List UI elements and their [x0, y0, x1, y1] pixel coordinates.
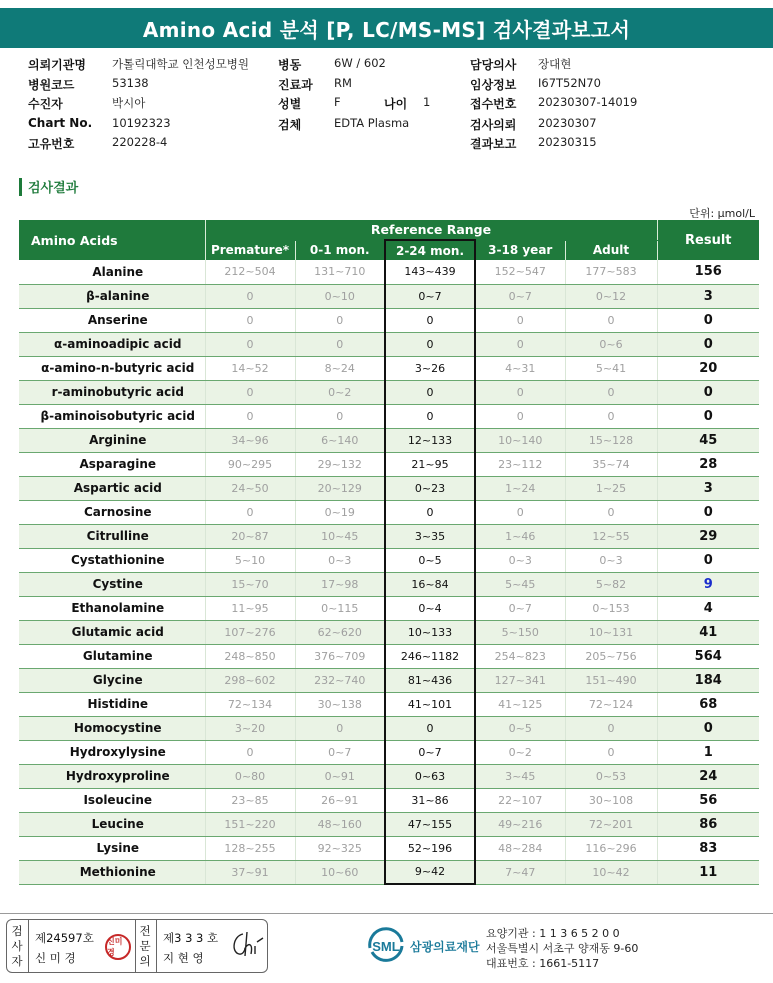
ref-2-24-mon: 16~84 — [385, 572, 475, 596]
ref-premature: 298~602 — [205, 668, 295, 692]
org-logo-text: SML — [372, 939, 400, 954]
section-heading — [19, 177, 78, 196]
ref-0-1-mon: 26~91 — [295, 788, 385, 812]
ref-adult: 0 — [565, 740, 657, 764]
ref-adult: 0~6 — [565, 332, 657, 356]
result-value: 3 — [657, 284, 759, 308]
col-header-0-1-mon: 0-1 mon. — [295, 240, 385, 260]
ref-premature: 5~10 — [205, 548, 295, 572]
table-row — [19, 620, 759, 644]
amino-acid-name: α-amino-n-butyric acid — [19, 356, 205, 380]
ref-premature: 15~70 — [205, 572, 295, 596]
ref-premature: 23~85 — [205, 788, 295, 812]
ref-3-18-year: 127~341 — [475, 668, 565, 692]
amino-acid-name: Hydroxylysine — [19, 740, 205, 764]
ref-2-24-mon: 0~7 — [385, 284, 475, 308]
ref-premature: 72~134 — [205, 692, 295, 716]
result-value: 4 — [657, 596, 759, 620]
ref-2-24-mon: 41~101 — [385, 692, 475, 716]
amino-acid-name: Anserine — [19, 308, 205, 332]
ref-2-24-mon: 0 — [385, 332, 475, 356]
amino-acid-name: β-aminoisobutyric acid — [19, 404, 205, 428]
ref-3-18-year: 0 — [475, 380, 565, 404]
ref-premature: 248~850 — [205, 644, 295, 668]
ref-3-18-year: 41~125 — [475, 692, 565, 716]
table-row — [19, 788, 759, 812]
tester-label: 검사자 — [11, 924, 23, 968]
ref-3-18-year: 0~7 — [475, 596, 565, 620]
col-header-adult: Adult — [565, 240, 657, 260]
ref-2-24-mon: 10~133 — [385, 620, 475, 644]
col-header-reference-range: Reference Range — [205, 220, 657, 240]
result-value: 56 — [657, 788, 759, 812]
ref-3-18-year: 0~7 — [475, 284, 565, 308]
clinical-label: 임상정보 — [470, 77, 517, 92]
ref-3-18-year: 0 — [475, 500, 565, 524]
table-row — [19, 500, 759, 524]
ward-value: 6W / 602 — [334, 56, 386, 70]
result-value: 0 — [657, 332, 759, 356]
ref-3-18-year: 23~112 — [475, 452, 565, 476]
org-address: 서울특별시 서초구 양재동 9-60 — [486, 942, 639, 955]
ref-2-24-mon: 31~86 — [385, 788, 475, 812]
amino-acid-name: Glutamic acid — [19, 620, 205, 644]
ref-adult: 5~82 — [565, 572, 657, 596]
amino-acid-name: Cystathionine — [19, 548, 205, 572]
hospital-code-value: 53138 — [112, 75, 149, 90]
amino-acid-name: β-alanine — [19, 284, 205, 308]
age-label: 나이 — [384, 97, 408, 111]
amino-acid-name: Citrulline — [19, 524, 205, 548]
ref-premature: 90~295 — [205, 452, 295, 476]
ref-premature: 0 — [205, 284, 295, 308]
ref-0-1-mon: 6~140 — [295, 428, 385, 452]
table-row — [19, 692, 759, 716]
amino-acid-name: Leucine — [19, 812, 205, 836]
table-row — [19, 668, 759, 692]
ref-2-24-mon: 0 — [385, 404, 475, 428]
ref-2-24-mon: 0~23 — [385, 476, 475, 500]
amino-acid-name: Glycine — [19, 668, 205, 692]
ref-2-24-mon: 52~196 — [385, 836, 475, 860]
sml-logo-icon — [366, 926, 406, 966]
footer-divider — [0, 913, 773, 914]
ref-0-1-mon: 92~325 — [295, 836, 385, 860]
signature-box — [6, 919, 268, 973]
amino-acid-name: Alanine — [19, 260, 205, 284]
amino-acid-name: Glutamine — [19, 644, 205, 668]
result-value: 83 — [657, 836, 759, 860]
ref-0-1-mon: 0~115 — [295, 596, 385, 620]
specialist-label: 전문의 — [139, 924, 151, 968]
ref-0-1-mon: 0~7 — [295, 740, 385, 764]
result-value: 0 — [657, 308, 759, 332]
ref-2-24-mon: 12~133 — [385, 428, 475, 452]
patient-name-label: 수진자 — [28, 97, 63, 111]
ref-2-24-mon: 21~95 — [385, 452, 475, 476]
divider — [135, 920, 136, 972]
ref-premature: 107~276 — [205, 620, 295, 644]
ref-adult: 0~12 — [565, 284, 657, 308]
ward-label: 병동 — [278, 58, 302, 72]
table-row — [19, 404, 759, 428]
ref-3-18-year: 5~150 — [475, 620, 565, 644]
ref-adult: 0~153 — [565, 596, 657, 620]
chart-value: 10192323 — [112, 115, 171, 130]
result-value: 45 — [657, 428, 759, 452]
amino-acid-name: Hydroxyproline — [19, 764, 205, 788]
ref-0-1-mon: 376~709 — [295, 644, 385, 668]
section-title: 검사결과 — [28, 181, 79, 196]
table-row — [19, 764, 759, 788]
ref-3-18-year: 49~216 — [475, 812, 565, 836]
ref-premature: 11~95 — [205, 596, 295, 620]
ref-3-18-year: 254~823 — [475, 644, 565, 668]
ref-premature: 0 — [205, 404, 295, 428]
department-label: 진료과 — [278, 77, 313, 92]
ref-adult: 0 — [565, 308, 657, 332]
ref-adult: 0 — [565, 380, 657, 404]
ref-0-1-mon: 30~138 — [295, 692, 385, 716]
ref-adult: 72~124 — [565, 692, 657, 716]
section-marker — [19, 178, 22, 196]
ref-0-1-mon: 20~129 — [295, 476, 385, 500]
sex-label: 성별 — [278, 97, 302, 111]
ref-premature: 24~50 — [205, 476, 295, 500]
table-row — [19, 644, 759, 668]
tester-license: 제24597호 — [35, 931, 94, 945]
specialist-license: 제3 3 3 호 — [163, 931, 219, 945]
ref-0-1-mon: 48~160 — [295, 812, 385, 836]
table-row — [19, 476, 759, 500]
table-row — [19, 260, 759, 284]
ref-0-1-mon: 0~2 — [295, 380, 385, 404]
ref-adult: 5~41 — [565, 356, 657, 380]
ref-0-1-mon: 0~3 — [295, 548, 385, 572]
receipt-label: 접수번호 — [470, 97, 517, 111]
unique-value: 220228-4 — [112, 135, 168, 149]
report-date-value: 20230315 — [538, 135, 597, 149]
ref-adult: 151~490 — [565, 668, 657, 692]
request-value: 20230307 — [538, 115, 597, 130]
ref-0-1-mon: 0~91 — [295, 764, 385, 788]
tester-name: 신 미 경 — [35, 951, 76, 965]
ref-2-24-mon: 0~5 — [385, 548, 475, 572]
age-value: 1 — [423, 95, 431, 109]
receipt-value: 20230307-14019 — [538, 95, 638, 109]
amino-acid-name: Arginine — [19, 428, 205, 452]
org-name: 삼광의료재단 — [410, 939, 480, 954]
ref-adult: 10~131 — [565, 620, 657, 644]
amino-acid-name: Cystine — [19, 572, 205, 596]
ref-3-18-year: 0 — [475, 332, 565, 356]
amino-acid-name: Aspartic acid — [19, 476, 205, 500]
ref-premature: 3~20 — [205, 716, 295, 740]
specimen-value: EDTA Plasma — [334, 115, 410, 130]
ref-3-18-year: 1~46 — [475, 524, 565, 548]
report-date-label: 결과보고 — [470, 137, 517, 151]
ref-premature: 128~255 — [205, 836, 295, 860]
result-value: 0 — [657, 548, 759, 572]
institution-value: 가톨릭대학교 인천성모병원 — [112, 57, 249, 71]
report-title: Amino Acid 분석 [P, LC/MS-MS] 검사결과보고서 — [0, 8, 773, 48]
ref-2-24-mon: 0~4 — [385, 596, 475, 620]
ref-premature: 0 — [205, 740, 295, 764]
ref-3-18-year: 0 — [475, 404, 565, 428]
result-value: 1 — [657, 740, 759, 764]
institution-label: 의뢰기관명 — [28, 58, 86, 72]
org-logo — [366, 926, 480, 966]
table-row — [19, 812, 759, 836]
ref-2-24-mon: 0 — [385, 308, 475, 332]
result-value: 0 — [657, 500, 759, 524]
table-row — [19, 356, 759, 380]
col-header-amino-acids: Amino Acids — [19, 220, 205, 260]
ref-adult: 0~3 — [565, 548, 657, 572]
ref-3-18-year: 22~107 — [475, 788, 565, 812]
amino-acid-name: Carnosine — [19, 500, 205, 524]
ref-premature: 0 — [205, 500, 295, 524]
table-row — [19, 716, 759, 740]
ref-0-1-mon: 0~19 — [295, 500, 385, 524]
ref-0-1-mon: 10~45 — [295, 524, 385, 548]
result-value: 0 — [657, 716, 759, 740]
ref-2-24-mon: 0~63 — [385, 764, 475, 788]
result-value: 156 — [657, 260, 759, 284]
ref-premature: 212~504 — [205, 260, 295, 284]
ref-2-24-mon: 47~155 — [385, 812, 475, 836]
sex-value: F — [334, 95, 341, 109]
result-value: 564 — [657, 644, 759, 668]
table-row — [19, 740, 759, 764]
ref-0-1-mon: 131~710 — [295, 260, 385, 284]
ref-2-24-mon: 3~26 — [385, 356, 475, 380]
result-value: 20 — [657, 356, 759, 380]
ref-adult: 12~55 — [565, 524, 657, 548]
request-label: 검사의뢰 — [470, 117, 517, 132]
ref-3-18-year: 0~5 — [475, 716, 565, 740]
ref-3-18-year: 7~47 — [475, 860, 565, 884]
col-header-result: Result — [657, 220, 759, 260]
ref-adult: 0 — [565, 404, 657, 428]
org-phone: 대표번호 : 1661-5117 — [486, 957, 600, 970]
result-value: 0 — [657, 380, 759, 404]
table-row — [19, 332, 759, 356]
table-row — [19, 284, 759, 308]
table-row — [19, 524, 759, 548]
ref-3-18-year: 0~2 — [475, 740, 565, 764]
result-value: 3 — [657, 476, 759, 500]
result-value: 86 — [657, 812, 759, 836]
col-header-2-24-mon: 2-24 mon. — [385, 240, 475, 260]
amino-acid-name: r-aminobutyric acid — [19, 380, 205, 404]
ref-2-24-mon: 0~7 — [385, 740, 475, 764]
ref-3-18-year: 152~547 — [475, 260, 565, 284]
ref-3-18-year: 0~3 — [475, 548, 565, 572]
ref-premature: 34~96 — [205, 428, 295, 452]
table-row — [19, 548, 759, 572]
ref-0-1-mon: 8~24 — [295, 356, 385, 380]
ref-premature: 0 — [205, 380, 295, 404]
ref-premature: 20~87 — [205, 524, 295, 548]
ref-adult: 116~296 — [565, 836, 657, 860]
patient-info — [28, 56, 748, 155]
ref-0-1-mon: 29~132 — [295, 452, 385, 476]
ref-0-1-mon: 0 — [295, 716, 385, 740]
table-row — [19, 380, 759, 404]
unique-label: 고유번호 — [28, 137, 75, 151]
ref-3-18-year: 10~140 — [475, 428, 565, 452]
ref-2-24-mon: 0 — [385, 716, 475, 740]
ref-adult: 10~42 — [565, 860, 657, 884]
table-row — [19, 452, 759, 476]
ref-3-18-year: 4~31 — [475, 356, 565, 380]
patient-name-value: 박시아 — [112, 96, 146, 110]
specialist-name: 지 현 영 — [163, 951, 204, 965]
table-row — [19, 428, 759, 452]
ref-premature: 0 — [205, 332, 295, 356]
table-row — [19, 596, 759, 620]
ref-3-18-year: 1~24 — [475, 476, 565, 500]
divider — [28, 920, 29, 972]
ref-adult: 0 — [565, 500, 657, 524]
table-row — [19, 860, 759, 884]
ref-2-24-mon: 9~42 — [385, 860, 475, 884]
ref-2-24-mon: 246~1182 — [385, 644, 475, 668]
result-value: 68 — [657, 692, 759, 716]
ref-3-18-year: 3~45 — [475, 764, 565, 788]
ref-2-24-mon: 81~436 — [385, 668, 475, 692]
ref-adult: 0~53 — [565, 764, 657, 788]
ref-0-1-mon: 232~740 — [295, 668, 385, 692]
amino-acid-name: Homocystine — [19, 716, 205, 740]
chart-label: Chart No. — [28, 115, 93, 130]
col-header-3-18-year: 3-18 year — [475, 240, 565, 260]
ref-2-24-mon: 143~439 — [385, 260, 475, 284]
org-code: 요양기관 : 1 1 3 6 5 2 0 0 — [486, 927, 620, 940]
ref-0-1-mon: 0 — [295, 308, 385, 332]
ref-3-18-year: 0 — [475, 308, 565, 332]
department-value: RM — [334, 75, 352, 90]
specimen-label: 검체 — [278, 117, 302, 132]
ref-adult: 15~128 — [565, 428, 657, 452]
ref-premature: 37~91 — [205, 860, 295, 884]
amino-acid-name: Ethanolamine — [19, 596, 205, 620]
ref-adult: 0 — [565, 716, 657, 740]
ref-3-18-year: 5~45 — [475, 572, 565, 596]
amino-acid-name: Asparagine — [19, 452, 205, 476]
amino-acid-name: Histidine — [19, 692, 205, 716]
tester-stamp-icon: 신미경 — [105, 934, 131, 960]
table-row — [19, 572, 759, 596]
result-value: 184 — [657, 668, 759, 692]
col-header-premature: Premature* — [205, 240, 295, 260]
org-info — [486, 926, 638, 971]
ref-0-1-mon: 0 — [295, 332, 385, 356]
result-value: 28 — [657, 452, 759, 476]
result-value: 11 — [657, 860, 759, 884]
result-value: 29 — [657, 524, 759, 548]
ref-3-18-year: 48~284 — [475, 836, 565, 860]
ref-0-1-mon: 17~98 — [295, 572, 385, 596]
result-value: 9 — [657, 572, 759, 596]
ref-2-24-mon: 0 — [385, 380, 475, 404]
ref-adult: 30~108 — [565, 788, 657, 812]
ref-premature: 0~80 — [205, 764, 295, 788]
ref-0-1-mon: 0 — [295, 404, 385, 428]
results-table — [19, 220, 759, 885]
result-value: 41 — [657, 620, 759, 644]
ref-premature: 151~220 — [205, 812, 295, 836]
ref-adult: 177~583 — [565, 260, 657, 284]
doctor-value: 장대현 — [538, 57, 572, 71]
amino-acid-name: α-aminoadipic acid — [19, 332, 205, 356]
unit-label: 단위: μmol/L — [689, 207, 755, 220]
ref-0-1-mon: 62~620 — [295, 620, 385, 644]
table-row — [19, 308, 759, 332]
ref-2-24-mon: 0 — [385, 500, 475, 524]
doctor-label: 담당의사 — [470, 58, 517, 72]
signature-icon — [229, 928, 265, 964]
ref-2-24-mon: 3~35 — [385, 524, 475, 548]
result-value: 0 — [657, 404, 759, 428]
ref-premature: 14~52 — [205, 356, 295, 380]
table-row — [19, 836, 759, 860]
ref-0-1-mon: 10~60 — [295, 860, 385, 884]
ref-adult: 35~74 — [565, 452, 657, 476]
amino-acid-name: Methionine — [19, 860, 205, 884]
divider — [156, 920, 157, 972]
amino-acid-name: Isoleucine — [19, 788, 205, 812]
ref-0-1-mon: 0~10 — [295, 284, 385, 308]
ref-adult: 205~756 — [565, 644, 657, 668]
hospital-code-label: 병원코드 — [28, 77, 75, 92]
ref-adult: 72~201 — [565, 812, 657, 836]
amino-acid-name: Lysine — [19, 836, 205, 860]
ref-premature: 0 — [205, 308, 295, 332]
ref-adult: 1~25 — [565, 476, 657, 500]
clinical-value: I67T52N70 — [538, 75, 601, 90]
result-value: 24 — [657, 764, 759, 788]
